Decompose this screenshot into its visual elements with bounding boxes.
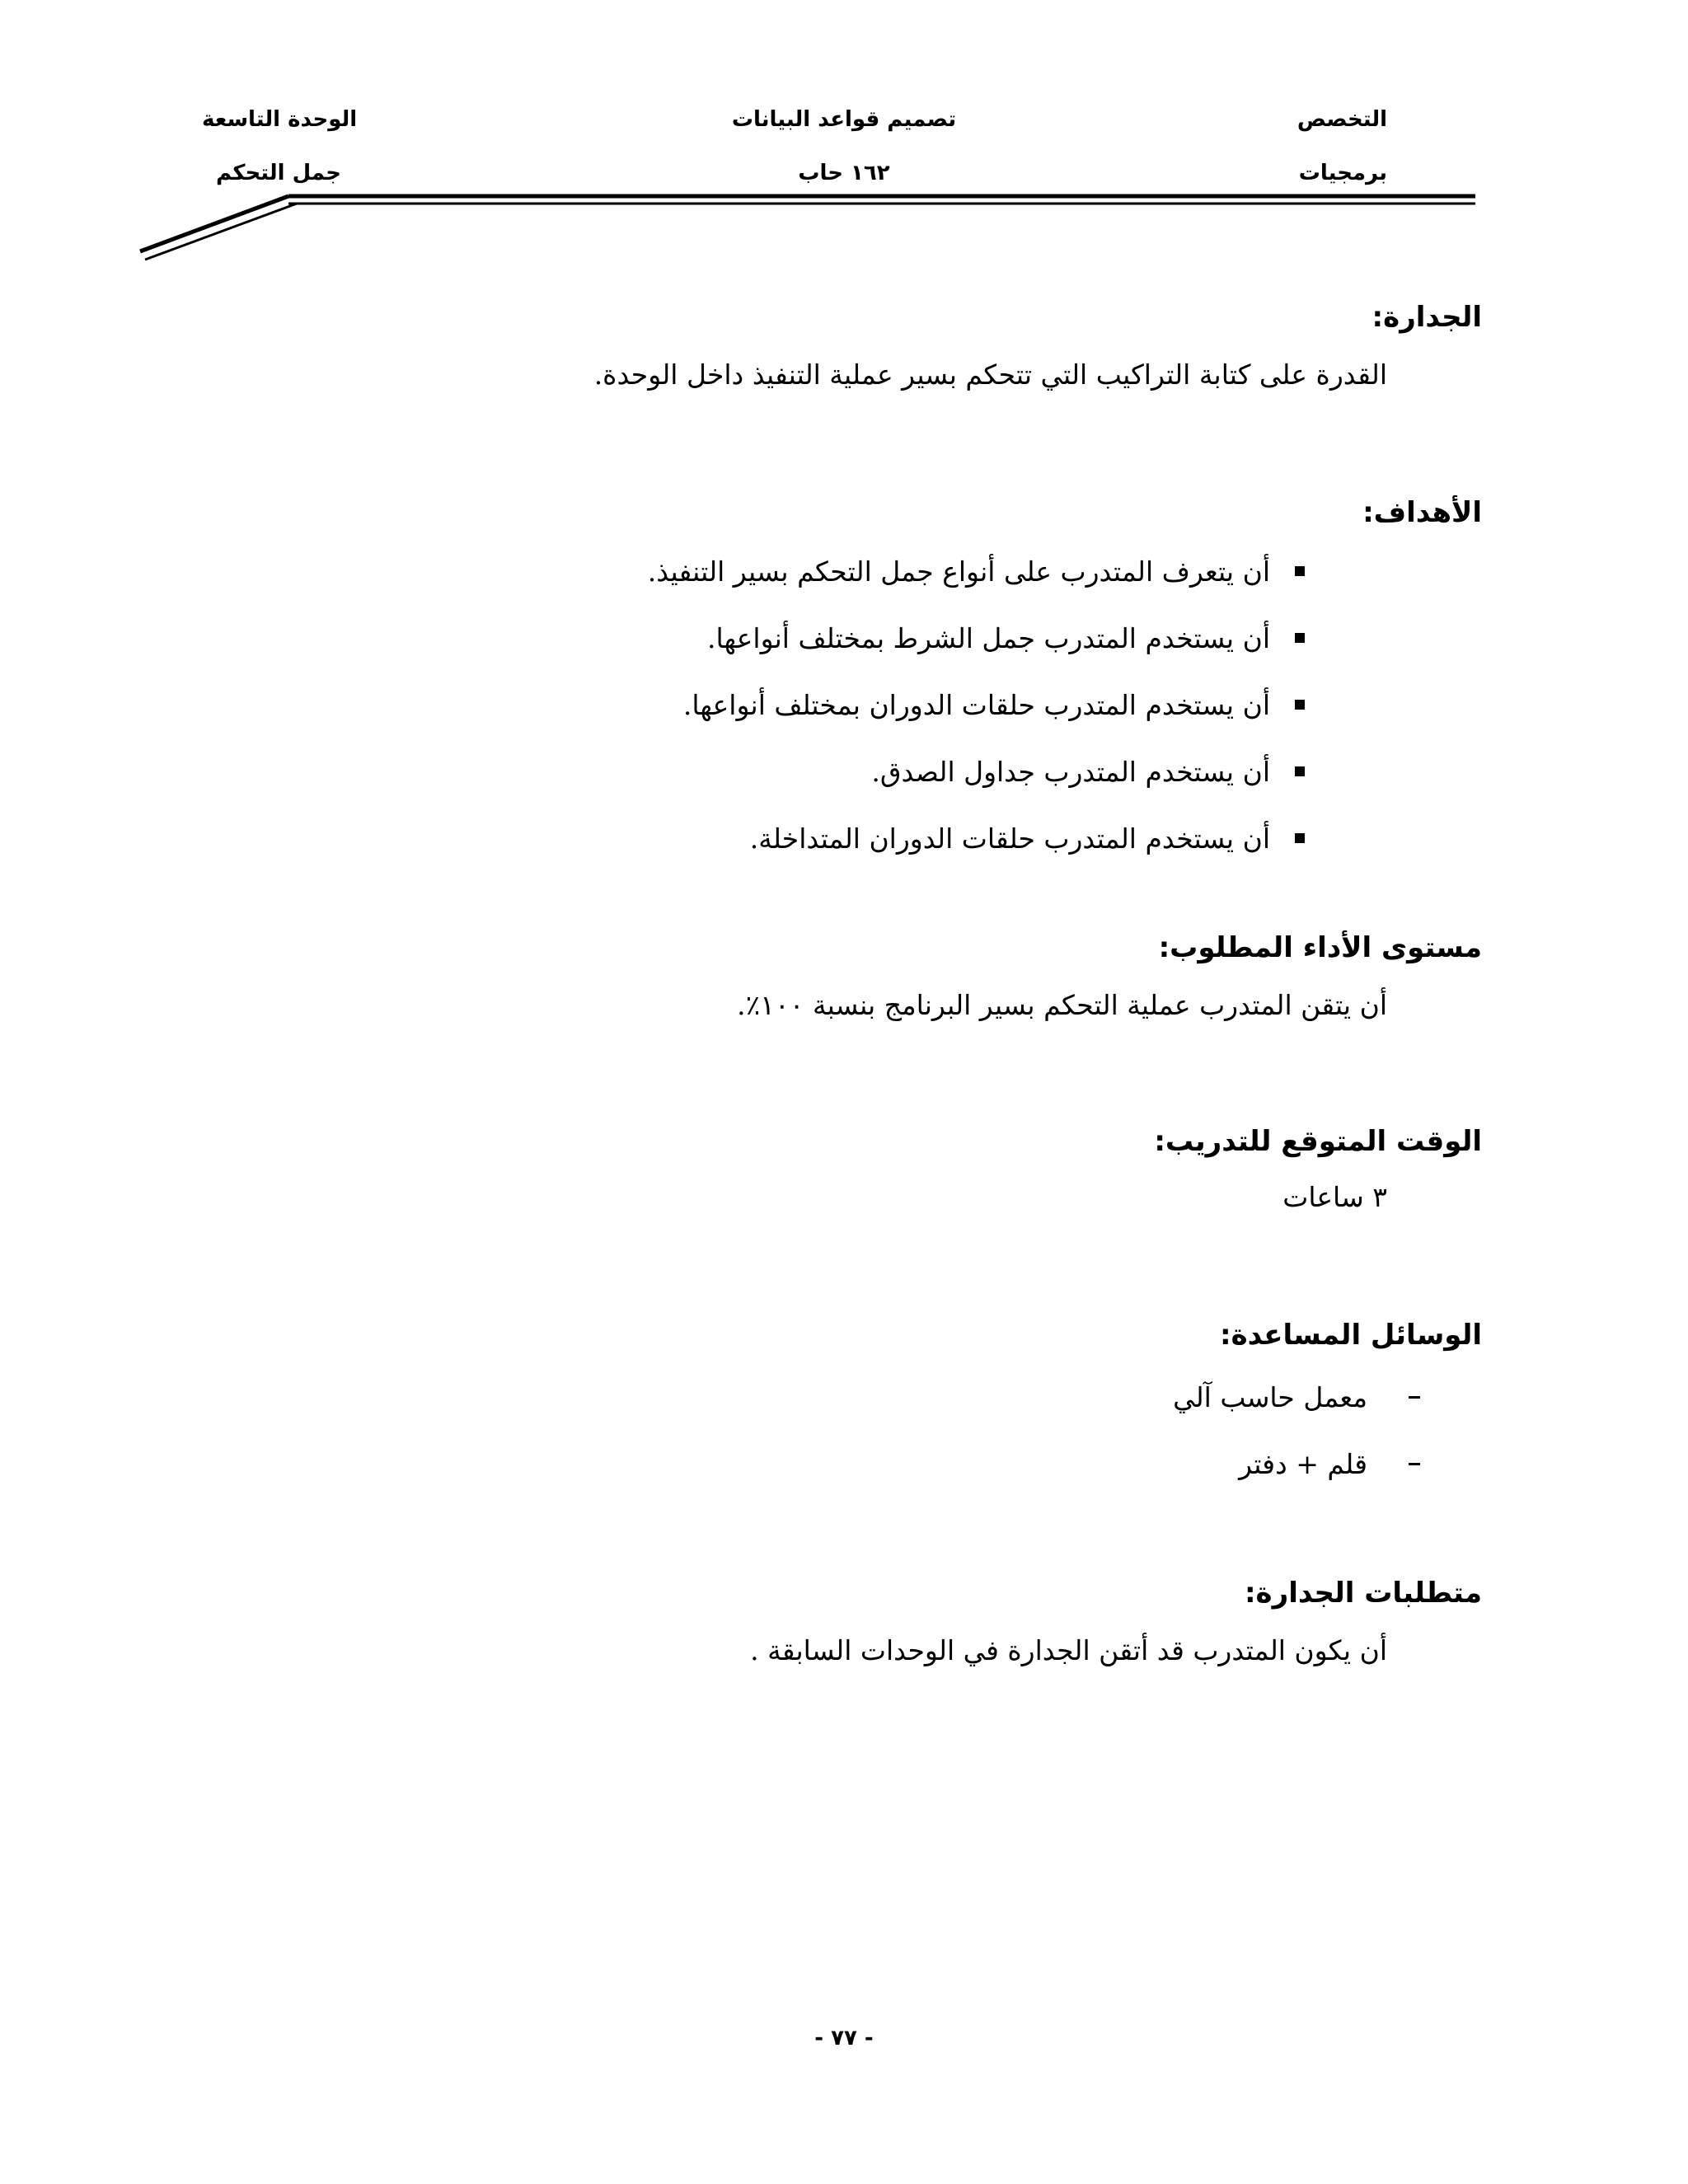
objective-text: أن يتعرف المتدرب على أنواع جمل التحكم بسير التنفيذ.	[647, 555, 1270, 588]
competency-heading: الجدارة:	[1372, 301, 1482, 334]
bullet-square-icon	[1295, 766, 1305, 776]
training-time-text: ٣ ساعات	[1282, 1181, 1387, 1213]
header-course-code: ١٦٢ حاب	[798, 161, 890, 185]
requirements-heading: متطلبات الجدارة:	[1244, 1577, 1482, 1610]
aid-text: معمل حاسب آلي	[1173, 1380, 1367, 1413]
bullet-square-icon	[1295, 633, 1305, 643]
page-number: - ٧٧ -	[814, 2026, 874, 2050]
objective-item	[750, 818, 1305, 859]
header-unit-number: الوحدة التاسعة	[202, 107, 358, 132]
header-divider	[0, 0, 1688, 280]
bullet-square-icon	[1295, 833, 1305, 843]
dash-icon	[1409, 1463, 1420, 1465]
competency-text: القدرة على كتابة التراكيب التي تتحكم بسير عملية التنفيذ داخل الوحدة.	[593, 359, 1387, 391]
objective-text: أن يستخدم المتدرب جمل الشرط بمختلف أنواعها.	[706, 621, 1270, 654]
training-time-heading: الوقت المتوقع للتدريب:	[1154, 1125, 1482, 1158]
aids-heading: الوسائل المساعدة:	[1219, 1319, 1482, 1352]
objective-item	[648, 551, 1305, 592]
objective-text: أن يستخدم المتدرب جداول الصدق.	[871, 755, 1270, 788]
dash-icon	[1409, 1396, 1420, 1399]
objectives-heading: الأهداف:	[1362, 496, 1482, 529]
objective-item	[683, 684, 1305, 725]
bullet-square-icon	[1295, 700, 1305, 710]
header-specialty-label: التخصص	[1296, 107, 1387, 132]
objective-text: أن يستخدم المتدرب حلقات الدوران بمختلف أنواعها.	[682, 688, 1270, 721]
requirements-text: أن يكون المتدرب قد أتقن الجدارة في الوحدات السابقة .	[750, 1634, 1387, 1666]
bullet-square-icon	[1295, 566, 1305, 576]
header-unit-title: جمل التحكم	[216, 161, 341, 185]
objective-text: أن يستخدم المتدرب حلقات الدوران المتداخلة.	[749, 822, 1270, 855]
aid-text: قلم + دفتر	[1239, 1447, 1367, 1480]
header-course-title: تصميم قواعد البيانات	[731, 107, 957, 132]
performance-text: أن يتقن المتدرب عملية التحكم بسير البرنامج بنسبة ١٠٠٪.	[737, 989, 1387, 1021]
performance-heading: مستوى الأداء المطلوب:	[1158, 931, 1482, 964]
aid-item	[1239, 1443, 1420, 1484]
objective-item	[871, 751, 1305, 792]
objective-item	[707, 617, 1305, 658]
header-specialty-value: برمجيات	[1298, 161, 1387, 185]
aid-item	[1173, 1376, 1420, 1418]
